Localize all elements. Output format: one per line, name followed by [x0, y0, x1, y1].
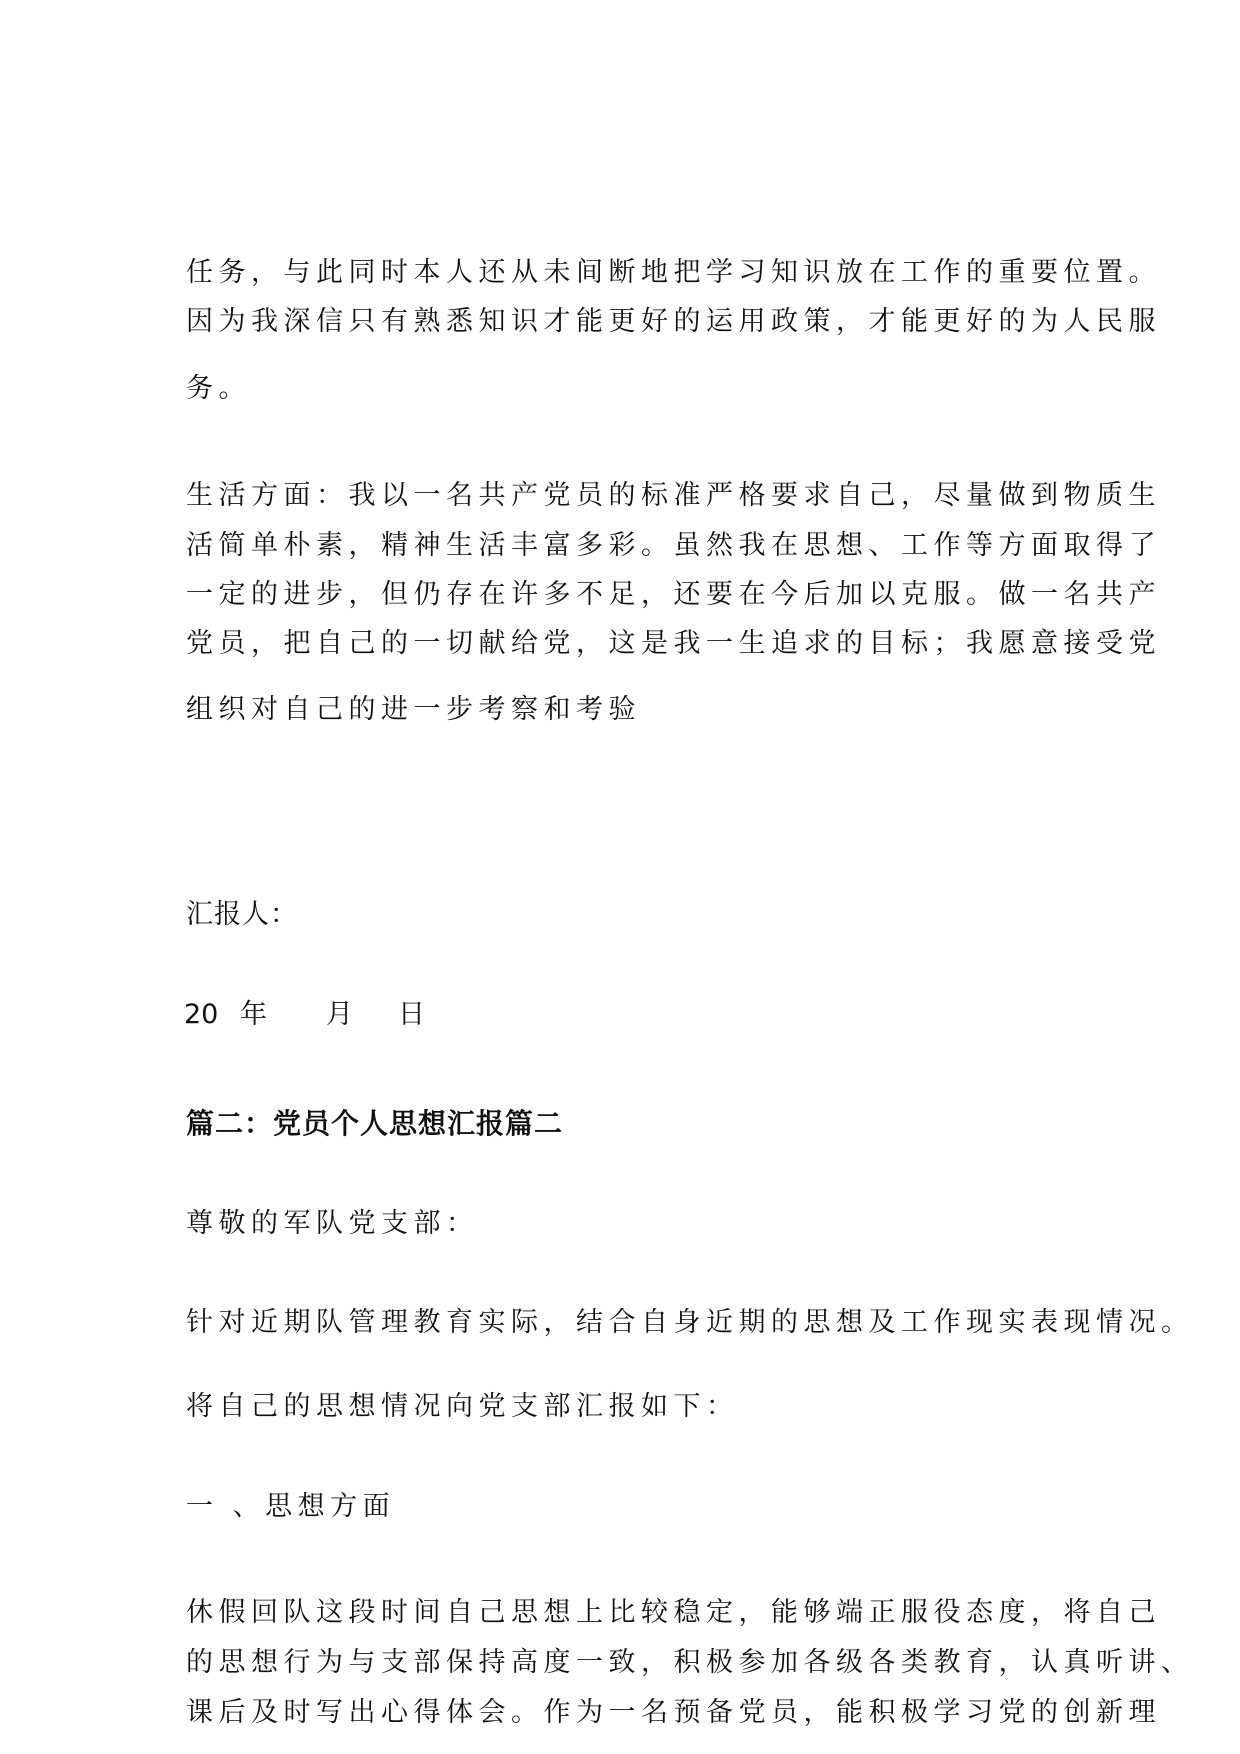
text-line-1: 任务，与此同时本人还从未间断地把学习知识放在工作的重要位置。: [186, 257, 1161, 288]
text-line-5: 活简单朴素，精神生活丰富多彩。虽然我在思想、工作等方面取得了: [186, 530, 1161, 561]
date-year-prefix: 20: [184, 999, 219, 1030]
text-line-3: 务。: [186, 373, 251, 404]
text-line-6: 一定的进步，但仍存在许多不足，还要在今后加以克服。做一名共产: [186, 579, 1161, 610]
text-line-p2b: 将自己的思想情况向党支部汇报如下：: [186, 1391, 739, 1422]
text-line-p3a: 休假回队这段时间自己思想上比较稳定，能够端正服役态度，将自己: [186, 1597, 1161, 1628]
section-heading-2: 篇二：党员个人思想汇报篇二: [186, 1107, 564, 1140]
text-line-p3b: 的思想行为与支部保持高度一致，积极参加各级各类教育，认真听讲、: [186, 1647, 1194, 1678]
text-line-7: 党员，把自己的一切献给党，这是我一生追求的目标；我愿意接受党: [186, 628, 1161, 659]
date-day-label: 日: [398, 999, 425, 1030]
date-year-label: 年: [240, 999, 267, 1030]
subsection-heading-thought: 一 、思想方面: [186, 1491, 396, 1522]
salutation: 尊敬的军队党支部：: [186, 1208, 479, 1239]
date-month-label: 月: [326, 999, 353, 1030]
text-line-2: 因为我深信只有熟悉知识才能更好的运用政策，才能更好的为人民服: [186, 306, 1161, 337]
reporter-label: 汇报人：: [186, 899, 298, 930]
text-line-4: 生活方面：我以一名共产党员的标准严格要求自己，尽量做到物质生: [186, 480, 1161, 511]
text-line-p3c: 课后及时写出心得体会。作为一名预备党员，能积极学习党的创新理: [186, 1697, 1161, 1728]
text-line-8: 组织对自己的进一步考察和考验: [186, 694, 641, 725]
text-line-p2a: 针对近期队管理教育实际，结合自身近期的思想及工作现实表现情况。: [186, 1307, 1194, 1338]
